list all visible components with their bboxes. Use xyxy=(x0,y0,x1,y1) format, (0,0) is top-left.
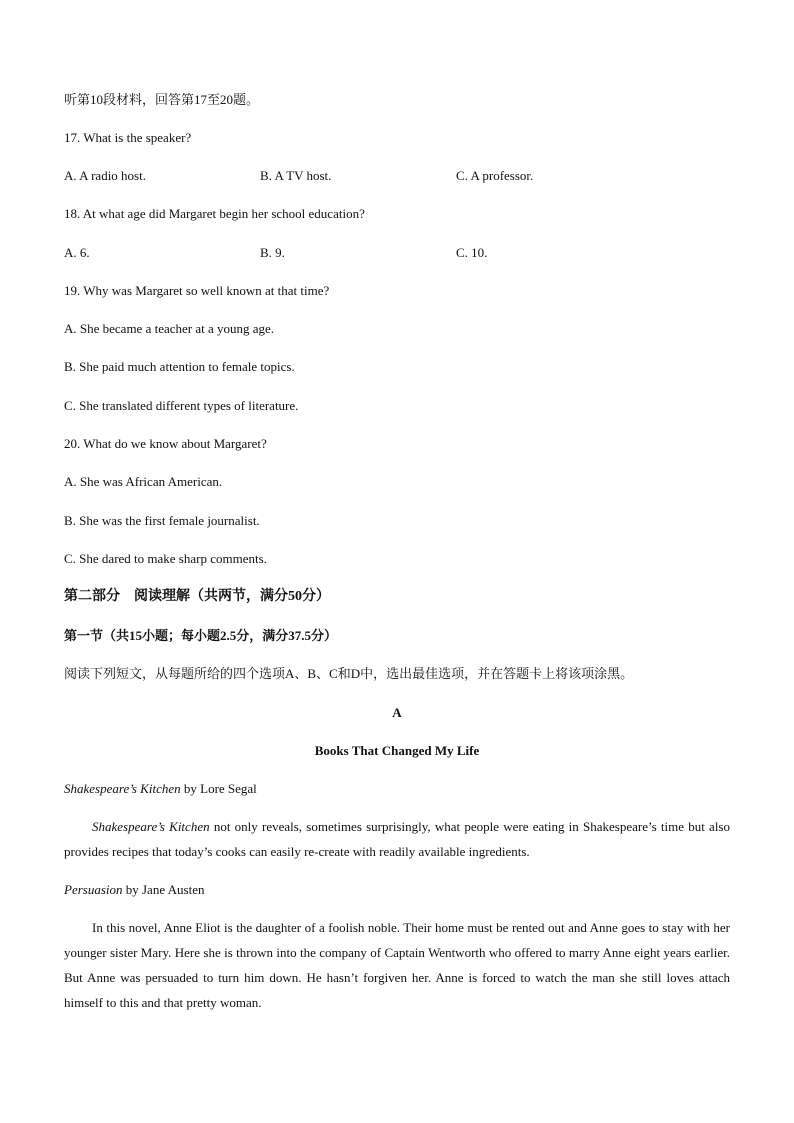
option-b: B. 9. xyxy=(260,245,285,260)
option-b: B. A TV host. xyxy=(260,168,332,183)
passage-title: Books That Changed My Life xyxy=(314,743,480,758)
book1-heading xyxy=(64,781,257,797)
part-two-title: 第二部分 阅读理解（共两节，满分50分） xyxy=(64,589,330,604)
question-19-option-b: B. She paid much attention to female topics. xyxy=(64,359,295,374)
question-18-options xyxy=(64,245,744,261)
question-20-stem: 20. What do we know about Margaret? xyxy=(64,436,267,451)
section-one-title: 第一节（共15小题；每小题2.5分，满分37.5分） xyxy=(64,628,338,643)
question-20-option-b: B. She was the first female journalist. xyxy=(64,513,260,528)
option-a: A. A radio host. xyxy=(64,168,146,183)
book1-description-title: Shakespeare’s Kitchen xyxy=(92,819,210,834)
question-17-options xyxy=(64,168,744,184)
question-19-stem: 19. Why was Margaret so well known at that time? xyxy=(64,283,330,298)
listening-intro: 听第10段材料，回答第17至20题。 xyxy=(64,92,260,107)
option-c: C. A professor. xyxy=(456,168,534,183)
option-c: C. 10. xyxy=(456,245,488,260)
book2-title: Persuasion xyxy=(64,882,123,897)
question-17-stem: 17. What is the speaker? xyxy=(64,130,192,145)
book1-description xyxy=(64,814,730,864)
reading-instruction: 阅读下列短文，从每题所给的四个选项A、B、C和D中，选出最佳选项，并在答题卡上将该项涂黑。 xyxy=(64,666,634,681)
book1-title: Shakespeare’s Kitchen xyxy=(64,781,181,796)
question-20-option-a: A. She was African American. xyxy=(64,474,223,489)
book2-author: by Jane Austen xyxy=(122,882,205,897)
passage-letter: A xyxy=(392,705,402,720)
question-19-option-c: C. She translated different types of literature. xyxy=(64,398,299,413)
question-18-stem: 18. At what age did Margaret begin her school education? xyxy=(64,206,365,221)
book1-description-text: not only reveals, sometimes surprisingly, what people were eating in Shakespeare’s time but also provides recipes that today’s cooks can easily re-create with readily available ingredients. xyxy=(64,819,730,859)
book1-author: by Lore Segal xyxy=(180,781,257,796)
option-a: A. 6. xyxy=(64,245,90,260)
book2-heading xyxy=(64,882,204,898)
book2-description: In this novel, Anne Eliot is the daughter of a foolish noble. Their home must be rented out and Anne goes to stay with her younger sister Mary. Here she is thrown into the company of Captain Wentworth who offered to marry Anne eight years earlier. But Anne was persuaded to turn him down. He hasn’t forgiven her. Anne is forced to watch the man she still loves attach himself to this and that pretty woman. xyxy=(64,920,730,1010)
question-20-option-c: C. She dared to make sharp comments. xyxy=(64,551,267,566)
question-19-option-a: A. She became a teacher at a young age. xyxy=(64,321,275,336)
